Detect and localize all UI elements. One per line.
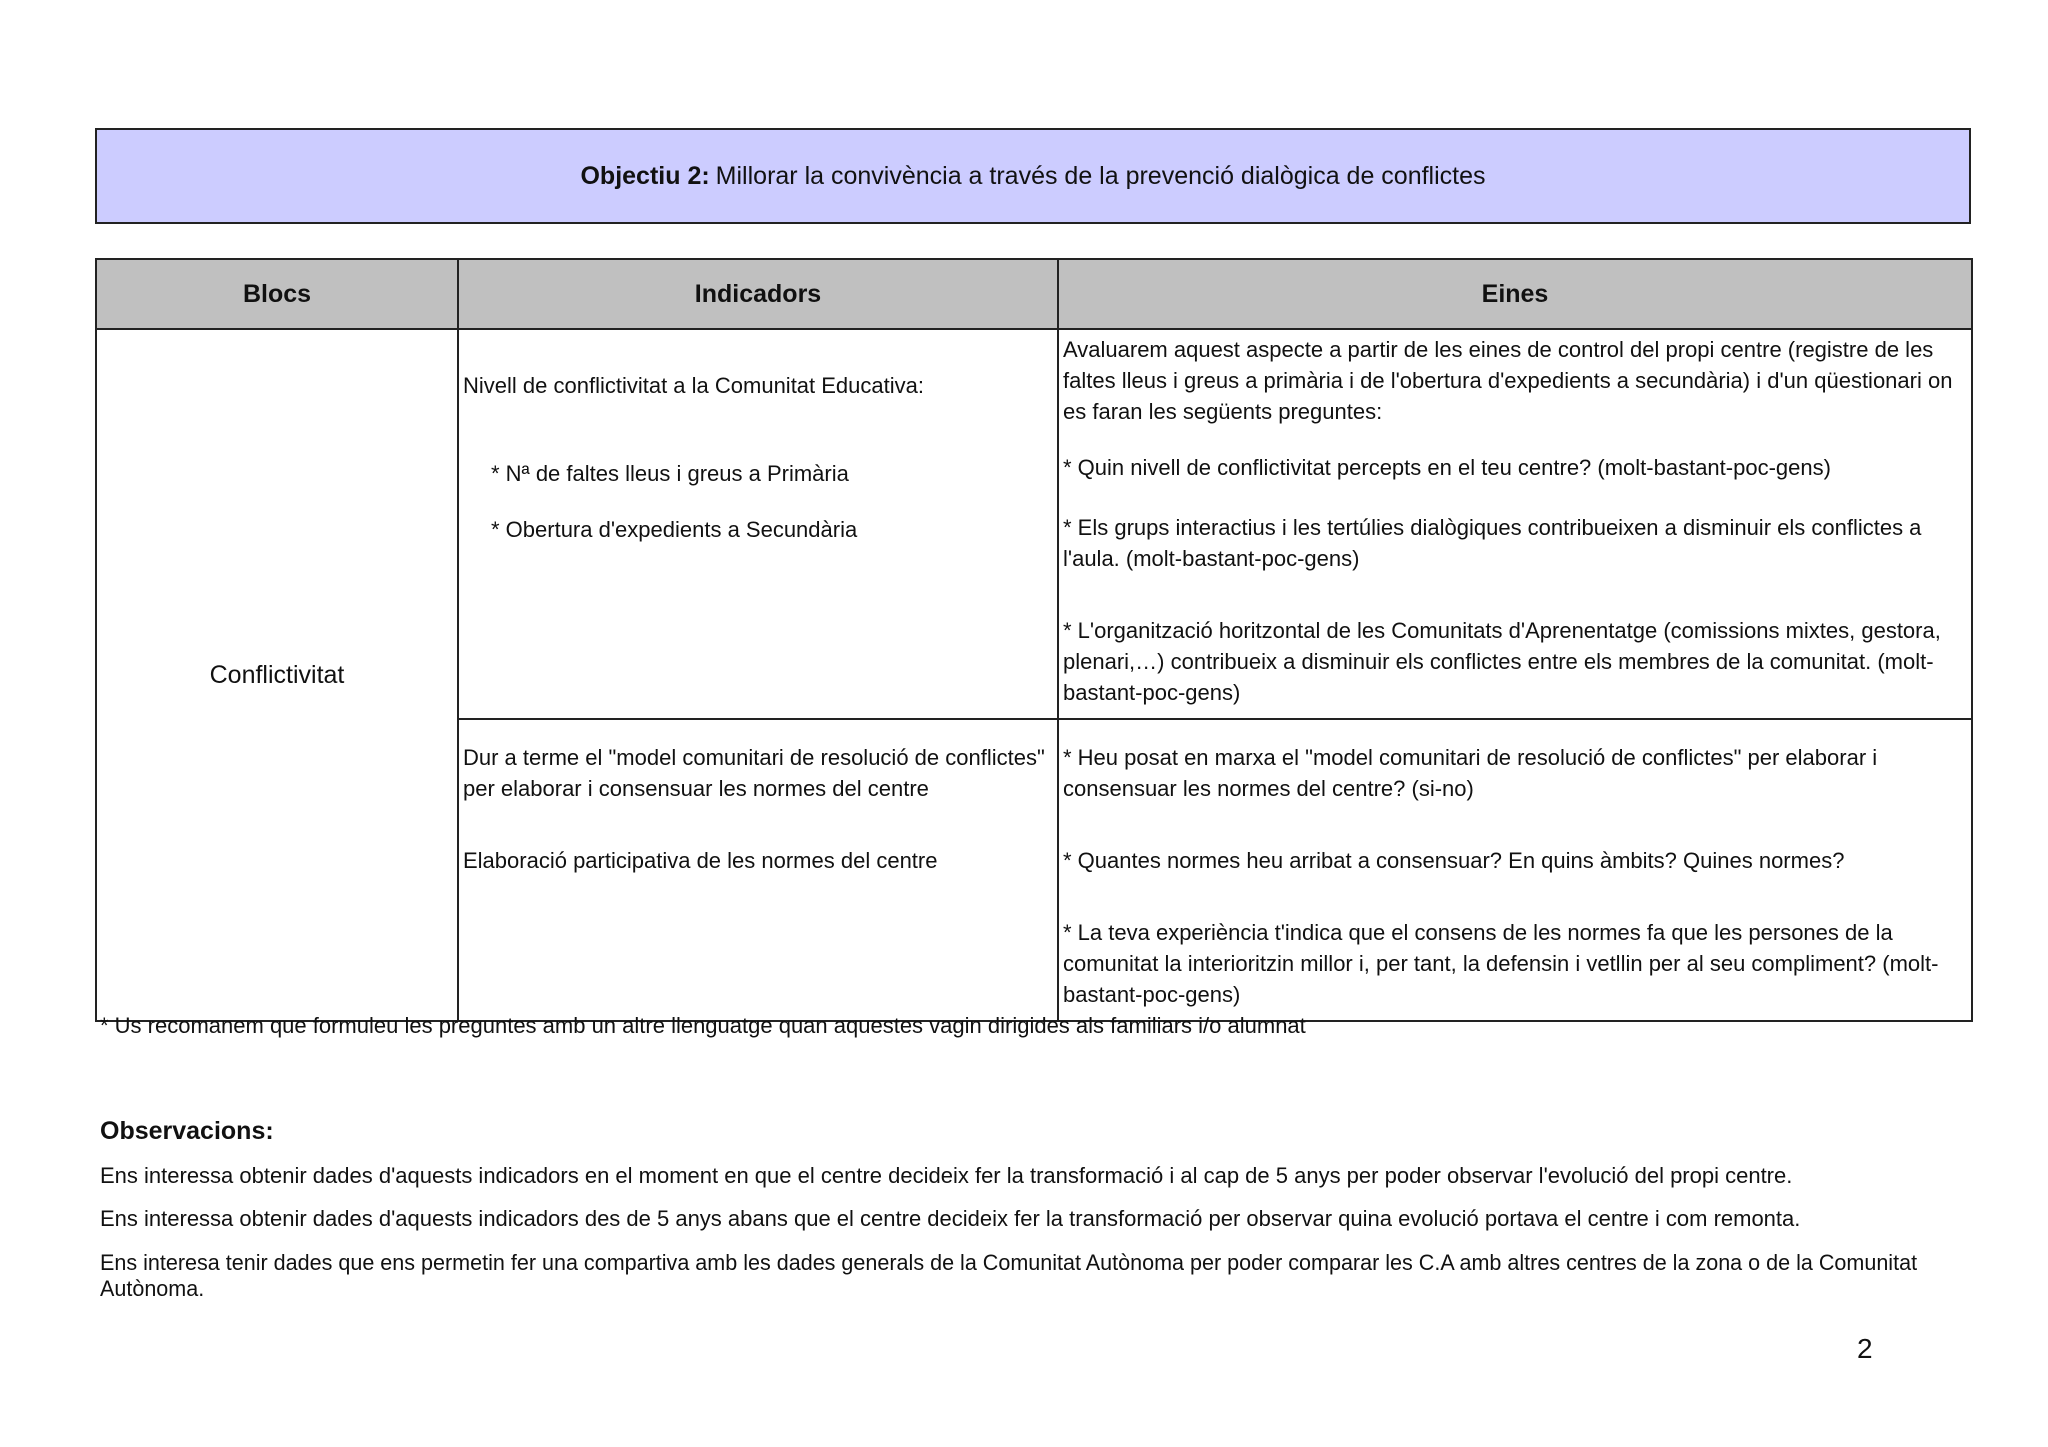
indicators-table bbox=[95, 258, 1973, 1022]
observation-line: Ens interessa obtenir dades d'aquests indicadors en el moment en que el centre decideix fer la transformació i al cap de 5 anys per poder observar l'evolució del propi centre. bbox=[100, 1163, 1793, 1188]
indicator-item: Dur a terme el "model comunitari de resolució de conflictes" per elaborar i consensuar les normes del centre bbox=[463, 745, 1045, 801]
indicator-item: Elaboració participativa de les normes del centre bbox=[463, 848, 938, 873]
observation-line: Ens interesa tenir dades que ens permetin fer una compartiva amb les dades generals de la Comunitat Autònoma per poder comparar les C.A amb altres centres de la zona o de la Comunitat Autònoma. bbox=[100, 1250, 1918, 1301]
tools-item: * La teva experiència t'indica que el consens de les normes fa que les persones de la comunitat la interioritzin millor i, per tant, la defensin i vetllin per al seu compliment? (molt-bastant-poc-gens) bbox=[1063, 920, 1939, 1007]
tools-cell bbox=[1058, 719, 1972, 1021]
indicators-cell bbox=[458, 719, 1058, 1021]
objective-banner bbox=[95, 128, 1971, 224]
objective-text: Millorar la convivència a través de la prevenció dialògica de conflictes bbox=[715, 161, 1486, 190]
indicator-title: Nivell de conflictivitat a la Comunitat Educativa: bbox=[463, 373, 924, 398]
table-row bbox=[96, 329, 1972, 719]
footnote: * Us recomanem que formuleu les preguntes amb un altre llenguatge quan aquestes vagin dirigides als familiars i/o alumnat bbox=[100, 1013, 1306, 1038]
table-header-row bbox=[96, 259, 1972, 329]
observations-title: Observacions: bbox=[100, 1117, 274, 1145]
page-number: 2 bbox=[1857, 1333, 1873, 1364]
header-indicadors: Indicadors bbox=[458, 259, 1058, 329]
tools-item: * L'organització horitzontal de les Comunitats d'Aprenentatge (comissions mixtes, gestora, plenari,…) contribueix a disminuir els conflictes entre els membres de la comunitat. (molt-bastant-poc-gens) bbox=[1063, 618, 1941, 705]
indicators-cell bbox=[458, 329, 1058, 719]
tools-item: * Quin nivell de conflictivitat percepts en el teu centre? (molt-bastant-poc-gens) bbox=[1063, 455, 1831, 480]
header-eines: Eines bbox=[1058, 259, 1972, 329]
objective-label: Objectiu 2: bbox=[580, 161, 710, 190]
indicator-item: * Nª de faltes lleus i greus a Primària bbox=[491, 461, 849, 486]
observation-line: Ens interessa obtenir dades d'aquests indicadors des de 5 anys abans que el centre decideix fer la transformació per observar quina evolució portava el centre i com remonta. bbox=[100, 1206, 1801, 1231]
header-blocs: Blocs bbox=[96, 259, 458, 329]
tools-item: * Els grups interactius i les tertúlies dialògiques contribueixen a disminuir els conflictes a l'aula. (molt-bastant-poc-gens) bbox=[1063, 515, 1922, 571]
indicator-item: * Obertura d'expedients a Secundària bbox=[491, 517, 858, 542]
tools-intro: Avaluarem aquest aspecte a partir de les eines de control del propi centre (registre de les faltes lleus i greus a primària i de l'obertura d'expedients a secundària) i d'un qüestionari on es faran les següents preguntes: bbox=[1063, 337, 1953, 424]
tools-cell bbox=[1058, 329, 1972, 719]
tools-item: * Heu posat en marxa el "model comunitari de resolució de conflictes" per elaborar i consensuar les normes del centre? (si-no) bbox=[1063, 745, 1878, 801]
tools-item: * Quantes normes heu arribat a consensuar? En quins àmbits? Quines normes? bbox=[1063, 848, 1845, 873]
bloc-cell: Conflictivitat bbox=[96, 329, 458, 1021]
